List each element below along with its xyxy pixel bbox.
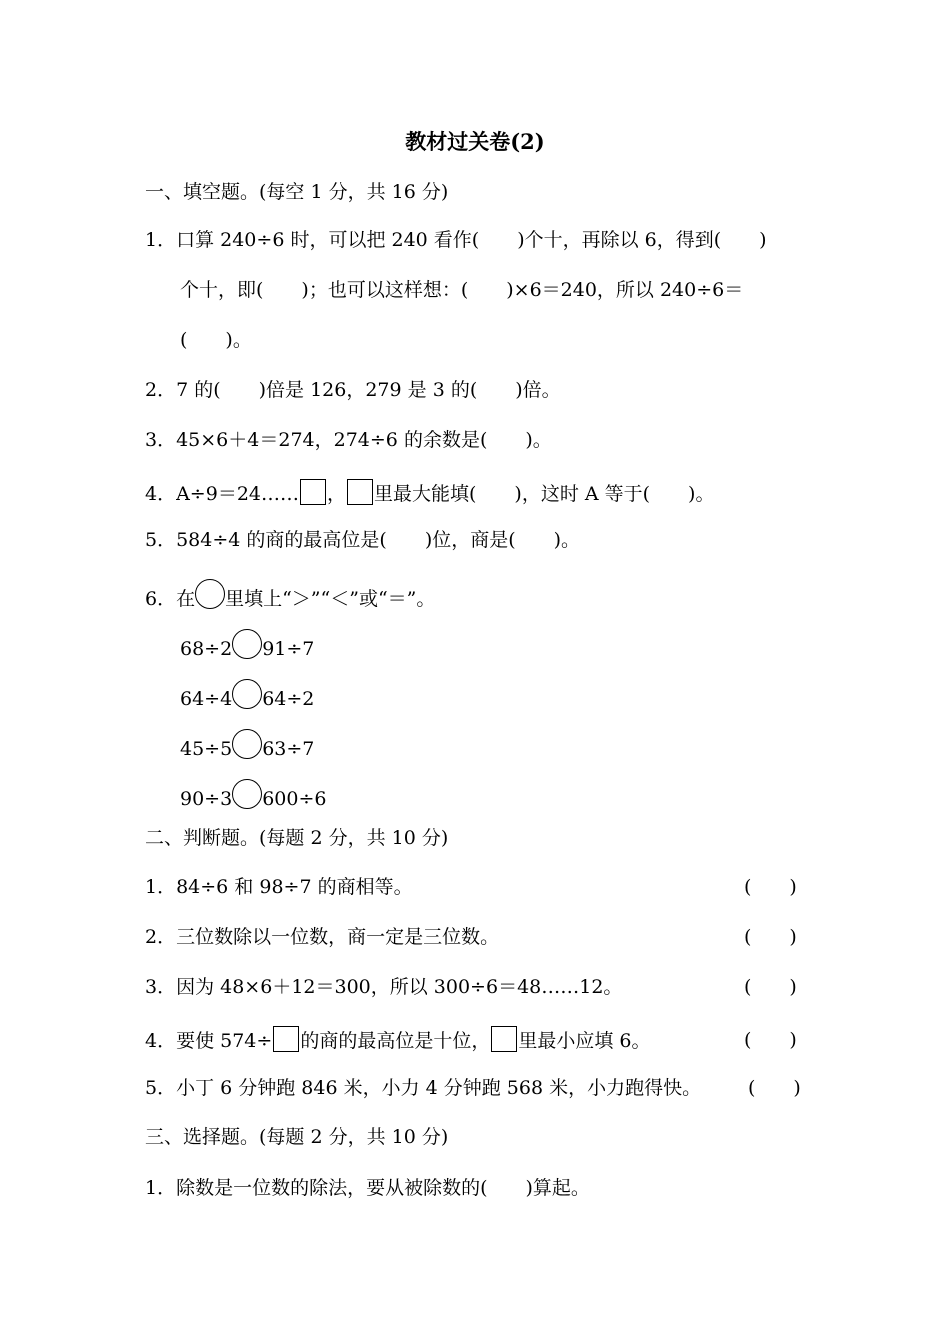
s2-q4-text-a: 4．要使 574÷ [145,1030,273,1052]
compare-circle-input[interactable] [232,729,262,759]
s1-q1-line1: 1．口算 240÷6 时，可以把 240 看作( )个十，再除以 6，得到( ) [145,229,767,251]
s2-q4-text-b: 的商的最高位是十位， [300,1030,491,1052]
answer-paren[interactable]: ( ) [744,876,797,898]
compare-circle-input[interactable] [232,679,262,709]
compare-left: 64÷4 [180,688,233,710]
s2-q2: 2．三位数除以一位数，商一定是三位数。 [145,926,500,948]
s1-q3: 3．45×6＋4＝274，274÷6 的余数是( )。 [145,429,552,451]
compare-row [180,679,314,713]
compare-row [180,729,314,763]
compare-left: 45÷5 [180,738,233,760]
answer-paren[interactable]: ( ) [744,1029,797,1051]
compare-right: 63÷7 [262,738,315,760]
s1-q6-text-a: 6．在 [145,588,196,610]
s1-q5: 5．584÷4 的商的最高位是( )位，商是( )。 [145,529,581,551]
s2-q5: 5．小丁 6 分钟跑 846 米，小力 4 分钟跑 568 米，小力跑得快。 [145,1077,702,1099]
s1-q4 [145,479,714,508]
s1-q6-text-b: 里填上“＞”“＜”或“＝”。 [225,588,436,610]
section2-heading: 二、判断题。(每题 2 分，共 10 分) [145,827,449,849]
compare-row [180,629,314,663]
compare-left: 90÷3 [180,788,233,810]
s1-q4-text-b: ， [327,483,347,505]
compare-right: 64÷2 [262,688,315,710]
divisor-box [273,1026,299,1052]
compare-circle-input[interactable] [232,779,262,809]
answer-paren[interactable]: ( ) [744,976,797,998]
answer-paren[interactable]: ( ) [744,926,797,948]
compare-right: 600÷6 [262,788,327,810]
s1-q6 [145,579,435,613]
s2-q4-text-c: 里最小应填 6。 [518,1030,651,1052]
s3-q1: 1．除数是一位数的除法，要从被除数的( )算起。 [145,1177,590,1199]
s1-q4-text-c: 里最大能填( )，这时 A 等于( )。 [374,483,715,505]
s1-q1-line2: 个十，即( )；也可以这样想：( )×6＝240，所以 240÷6＝ [180,279,744,301]
s2-q4 [145,1026,650,1055]
section3-heading: 三、选择题。(每题 2 分，共 10 分) [145,1126,449,1148]
page-title: 教材过关卷(2) [405,129,545,154]
compare-circle-input[interactable] [232,629,262,659]
answer-box[interactable] [300,479,326,505]
s2-q3: 3．因为 48×6＋12＝300，所以 300÷6＝48……12。 [145,976,623,998]
s1-q1-line3: ( )。 [180,329,252,351]
s2-q1: 1．84÷6 和 98÷7 的商相等。 [145,876,413,898]
circle-icon [195,579,225,609]
section1-heading: 一、填空题。(每空 1 分，共 16 分) [145,181,449,203]
divisor-box-reference [491,1026,517,1052]
compare-left: 68÷2 [180,638,233,660]
answer-paren[interactable]: ( ) [748,1077,801,1099]
compare-row [180,779,326,813]
s1-q2: 2．7 的( )倍是 126，279 是 3 的( )倍。 [145,379,561,401]
answer-box-reference [347,479,373,505]
s1-q4-text-a: 4．A÷9＝24…… [145,483,299,505]
compare-right: 91÷7 [262,638,315,660]
